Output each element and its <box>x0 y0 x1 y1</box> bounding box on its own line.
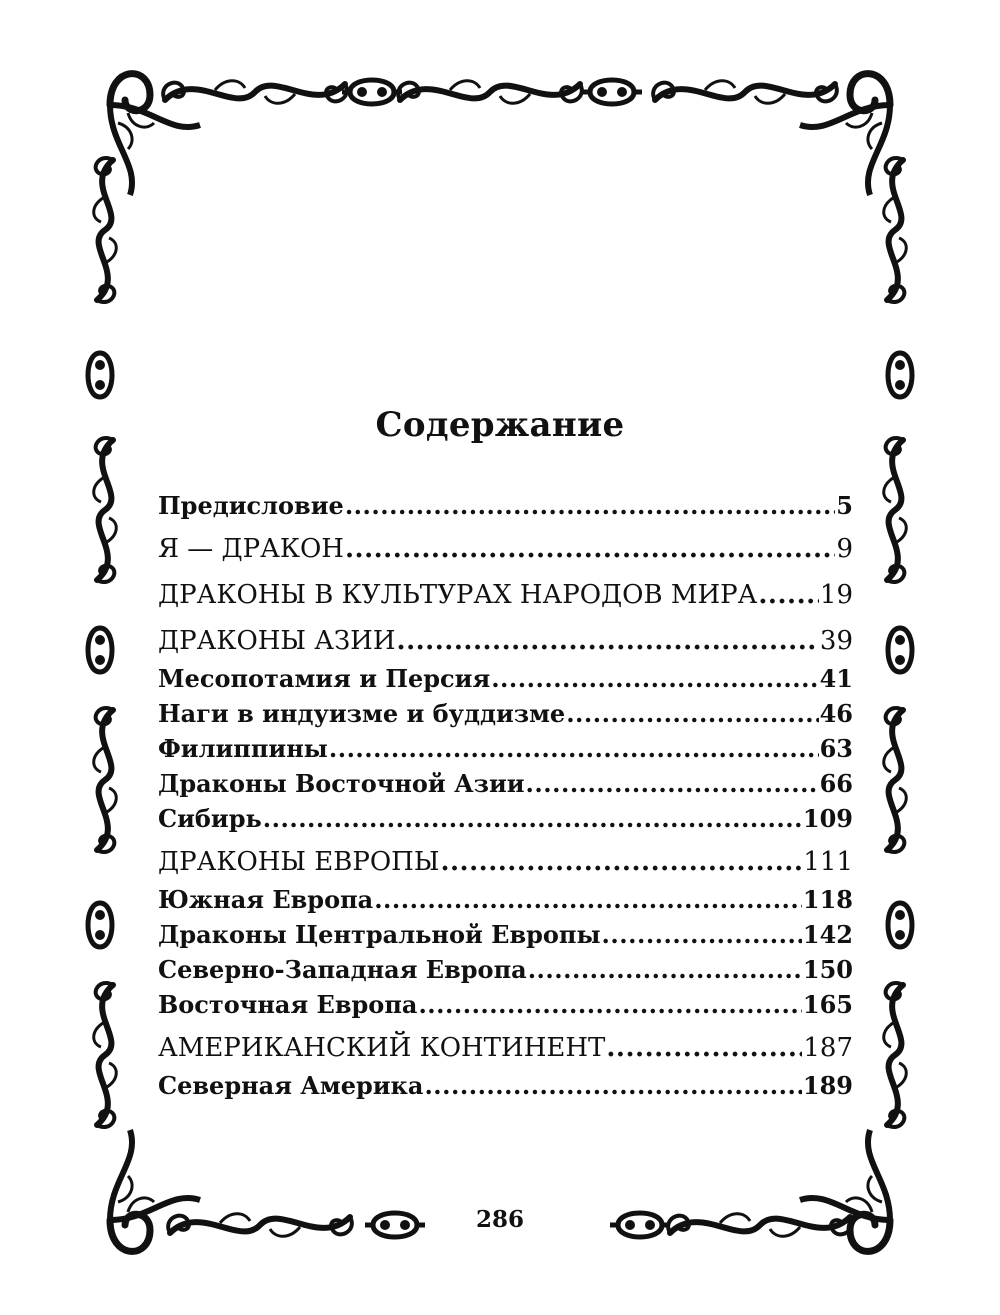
toc-entry-label: ДРАКОНЫ ЕВРОПЫ <box>158 847 440 877</box>
page-number: 286 <box>475 1206 524 1233</box>
table-of-contents <box>158 488 853 1103</box>
toc-leader-dots <box>491 661 818 696</box>
toc-entry-label: Филиппины <box>158 734 328 763</box>
toc-leader-dots <box>566 696 818 731</box>
toc-entry-label: ДРАКОНЫ АЗИИ <box>158 626 396 656</box>
toc-entry <box>158 842 853 882</box>
toc-entry-page: 39 <box>819 626 853 656</box>
toc-entry-page: 19 <box>819 580 853 610</box>
page-title: Содержание <box>375 405 625 445</box>
toc-leader-dots <box>263 801 802 836</box>
toc-leader-dots <box>329 731 819 766</box>
toc-entry-label: Предисловие <box>158 491 344 520</box>
toc-entry-label: Южная Европа <box>158 885 374 914</box>
toc-leader-dots <box>374 882 802 917</box>
toc-entry-page: 187 <box>803 1033 853 1063</box>
toc-entry <box>158 621 853 661</box>
toc-leader-dots <box>424 1068 801 1103</box>
toc-leader-dots <box>345 488 835 523</box>
toc-leader-dots <box>528 952 802 987</box>
toc-entry-page: 5 <box>836 491 853 520</box>
toc-entry <box>158 917 853 952</box>
toc-entry-label: Драконы Восточной Азии <box>158 769 525 798</box>
toc-leader-dots <box>606 1028 802 1068</box>
toc-entry <box>158 882 853 917</box>
toc-entry <box>158 529 853 569</box>
toc-entry-label: Северная Америка <box>158 1071 424 1100</box>
toc-entry-label: Восточная Европа <box>158 990 418 1019</box>
toc-entry-page: 46 <box>819 699 853 728</box>
toc-entry <box>158 661 853 696</box>
toc-entry-label: Сибирь <box>158 804 262 833</box>
toc-entry <box>158 575 853 615</box>
toc-leader-dots <box>418 987 801 1022</box>
toc-leader-dots <box>440 842 802 882</box>
toc-leader-dots <box>345 529 835 569</box>
toc-entry-page: 118 <box>802 885 853 914</box>
toc-entry-label: Северно-Западная Европа <box>158 955 527 984</box>
toc-entry <box>158 696 853 731</box>
toc-entry-page: 63 <box>819 734 853 763</box>
toc-entry-page: 111 <box>803 847 853 877</box>
toc-entry <box>158 1068 853 1103</box>
toc-entry-label: Месопотамия и Персия <box>158 664 491 693</box>
toc-entry-label: ДРАКОНЫ В КУЛЬТУРАХ НАРОДОВ МИРА <box>158 580 758 610</box>
toc-entry <box>158 801 853 836</box>
toc-entry-label: Наги в индуизме и буддизме <box>158 699 566 728</box>
toc-entry-page: 66 <box>819 769 853 798</box>
toc-entry <box>158 766 853 801</box>
toc-leader-dots <box>758 575 819 615</box>
toc-entry <box>158 488 853 523</box>
toc-entry <box>158 731 853 766</box>
toc-entry-label: АМЕРИКАНСКИЙ КОНТИНЕНТ <box>158 1033 606 1063</box>
toc-entry-page: 41 <box>819 664 853 693</box>
toc-entry-page: 165 <box>802 990 853 1019</box>
toc-entry-label: Драконы Центральной Европы <box>158 920 601 949</box>
toc-leader-dots <box>602 917 802 952</box>
toc-entry <box>158 1028 853 1068</box>
toc-entry-label: Я — ДРАКОН <box>158 534 344 564</box>
toc-entry-page: 150 <box>802 955 853 984</box>
toc-leader-dots <box>526 766 819 801</box>
toc-entry-page: 189 <box>802 1071 853 1100</box>
toc-entry <box>158 987 853 1022</box>
toc-leader-dots <box>397 621 819 661</box>
toc-entry <box>158 952 853 987</box>
toc-entry-page: 109 <box>802 804 853 833</box>
toc-entry-page: 142 <box>802 920 853 949</box>
toc-entry-page: 9 <box>836 534 853 564</box>
